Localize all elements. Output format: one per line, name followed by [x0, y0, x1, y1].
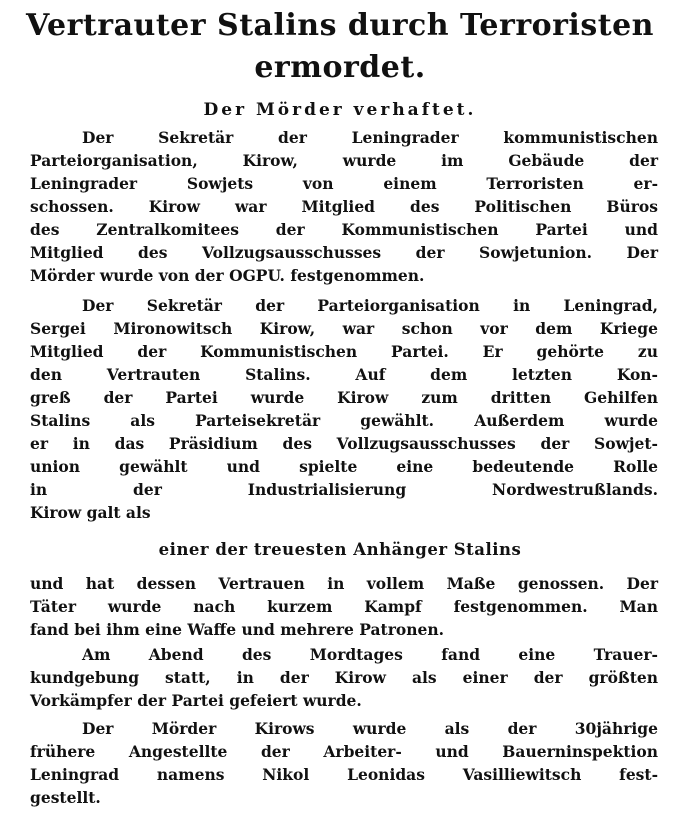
paragraph-4-line: kundgebung statt, in der Kirow als einer der größten [30, 668, 658, 687]
paragraph-2-line: in der Industrialisierung Nordwestrußlands. [30, 480, 658, 499]
paragraph-1-line: schossen. Kirow war Mitglied des Politischen Büros [30, 197, 658, 216]
paragraph-2-line: Stalins als Parteisekretär gewählt. Außerdem wurde [30, 411, 658, 430]
paragraph-4-line: Am Abend des Mordtages fand eine Trauer- [82, 645, 658, 664]
paragraph-2-line: greß der Partei wurde Kirow zum dritten Gehilfen [30, 388, 658, 407]
paragraph-2-line: den Vertrauten Stalins. Auf dem letzten Kon- [30, 365, 658, 384]
paragraph-5-line: frühere Angestellte der Arbeiter- und Bauerninspektion [30, 742, 658, 761]
paragraph-2-line: er in das Präsidium des Vollzugsausschusses der Sowjet- [30, 434, 658, 453]
paragraph-2-line: Mitglied der Kommunistischen Partei. Er gehörte zu [30, 342, 658, 361]
emphasis-line: einer der treuesten Anhänger Stalins [158, 540, 522, 559]
paragraph-1-line: des Zentralkomitees der Kommunistischen Partei und [30, 220, 658, 239]
paragraph-1-line: Mitglied des Vollzugsausschusses der Sowjetunion. Der [30, 243, 658, 262]
paragraph-5-line: gestellt. [30, 788, 101, 807]
headline-line-1: Vertrauter Stalins durch Terroristen [26, 8, 654, 43]
paragraph-1-line: Der Sekretär der Leningrader kommunistischen [82, 128, 658, 147]
paragraph-3-line: und hat dessen Vertrauen in vollem Maße genossen. Der [30, 574, 658, 593]
paragraph-2-line: Der Sekretär der Parteiorganisation in Leningrad, [82, 296, 658, 315]
paragraph-1-line: Mörder wurde von der OGPU. festgenommen. [30, 266, 425, 285]
paragraph-2-line: Kirow galt als [30, 503, 151, 522]
paragraph-5-line: Leningrad namens Nikol Leonidas Vasilliewitsch fest- [30, 765, 658, 784]
paragraph-1-line: Leningrader Sowjets von einem Terroristen er- [30, 174, 658, 193]
headline-line-2: ermordet. [254, 50, 426, 85]
paragraph-4-line: Vorkämpfer der Partei gefeiert wurde. [30, 691, 362, 710]
paragraph-3-line: fand bei ihm eine Waffe und mehrere Patronen. [30, 620, 445, 639]
paragraph-3-line: Täter wurde nach kurzem Kampf festgenommen. Man [30, 597, 658, 616]
subheadline: Der Mörder verhaftet. [203, 100, 477, 120]
paragraph-2-line: union gewählt und spielte eine bedeutende Rolle [30, 457, 658, 476]
paragraph-5-line: Der Mörder Kirows wurde als der 30jährige [82, 719, 658, 738]
paragraph-2-line: Sergei Mironowitsch Kirow, war schon vor dem Kriege [30, 319, 658, 338]
paragraph-1-line: Parteiorganisation, Kirow, wurde im Gebäude der [30, 151, 658, 170]
